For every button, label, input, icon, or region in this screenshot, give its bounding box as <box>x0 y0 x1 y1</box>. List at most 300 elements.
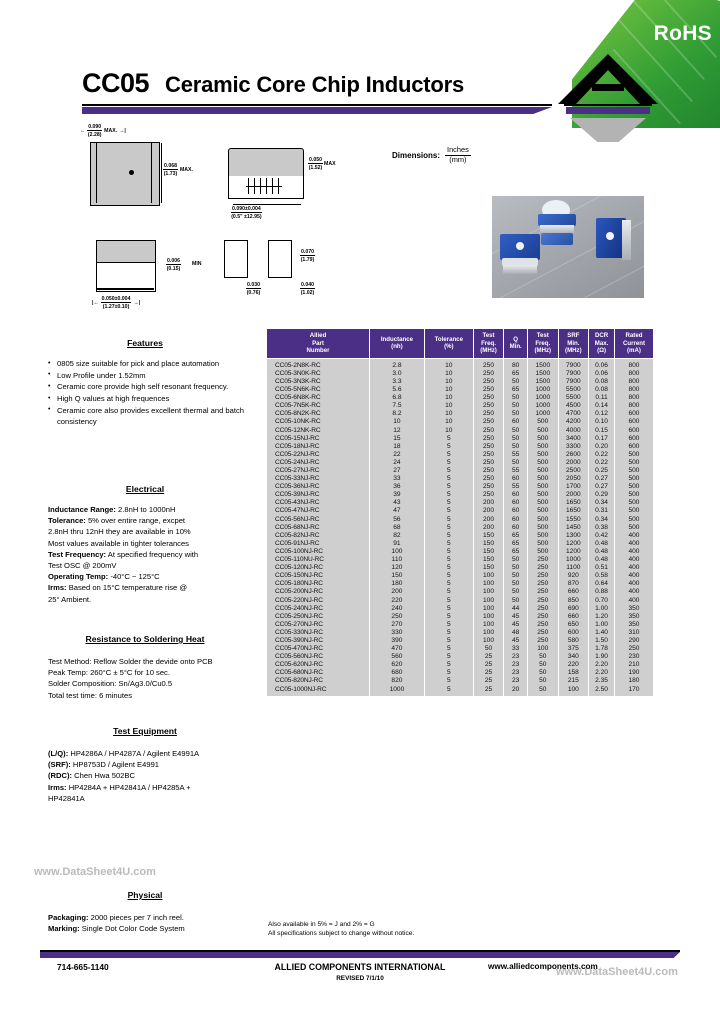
part-number-cell: CC05-100NJ-RC <box>267 547 370 555</box>
table-row <box>267 612 654 620</box>
table-cell: 23 <box>504 669 528 677</box>
table-cell: 500 <box>614 466 653 474</box>
spec-line <box>48 782 270 793</box>
drawing-top-view-termline-right <box>151 143 152 203</box>
table-cell: 400 <box>614 572 653 580</box>
dim-end-min-note: MIN <box>192 261 202 267</box>
table-cell: 10 <box>424 410 473 418</box>
table-row <box>267 523 654 531</box>
table-row <box>267 358 654 369</box>
table-cell: 10 <box>424 426 473 434</box>
feature-item: • Low Profile under 1.52mm <box>57 370 258 381</box>
table-cell: 200 <box>473 499 504 507</box>
table-cell: 250 <box>528 572 559 580</box>
table-row <box>267 547 654 555</box>
table-cell: 0.64 <box>589 580 615 588</box>
spec-line <box>48 571 264 582</box>
table-row <box>267 377 654 385</box>
table-cell: 500 <box>614 483 653 491</box>
dim-end-width: |← $\frac{0.050\pm 0.004}{(1.27\pm 0.10)}$ →| <box>92 296 141 310</box>
table-cell: 50 <box>504 580 528 588</box>
footer-website[interactable]: www.alliedcomponents.com <box>488 962 598 971</box>
table-cell: 3300 <box>558 442 589 450</box>
table-cell: 80 <box>504 358 528 369</box>
spec-value: HP4286A / HP4287A / Agilent E4991A <box>68 749 200 758</box>
table-row <box>267 450 654 458</box>
table-cell: 920 <box>558 572 589 580</box>
table-row <box>267 604 654 612</box>
table-cell: 250 <box>528 628 559 636</box>
table-cell: 5 <box>424 434 473 442</box>
table-cell: 600 <box>614 410 653 418</box>
table-row <box>267 475 654 483</box>
table-cell: 2000 <box>558 491 589 499</box>
part-number-cell: CC05-10NK-RC <box>267 418 370 426</box>
table-cell: 600 <box>558 628 589 636</box>
table-cell: 250 <box>528 596 559 604</box>
table-cell: 0.27 <box>589 483 615 491</box>
table-cell: 150 <box>473 531 504 539</box>
dim-top-width: ← $\frac{0.090}{(2.28)}$ MAX. →| <box>80 124 126 138</box>
table-cell: 400 <box>614 596 653 604</box>
table-row <box>267 418 654 426</box>
table-cell: 36 <box>370 483 425 491</box>
table-cell: 5 <box>424 442 473 450</box>
rohs-badge: RoHS <box>653 22 712 45</box>
table-row <box>267 386 654 394</box>
table-cell: 350 <box>614 612 653 620</box>
table-cell: 5 <box>424 475 473 483</box>
electrical-heading: Electrical <box>125 484 165 494</box>
table-cell: 1.20 <box>589 612 615 620</box>
table-cell: 220 <box>558 661 589 669</box>
footer-revision: REVISED 7/1/10 <box>336 975 384 982</box>
table-cell: 800 <box>614 377 653 385</box>
table-cell: 0.34 <box>589 515 615 523</box>
drawing-top-view-termline-left <box>96 143 97 203</box>
table-cell: 500 <box>528 491 559 499</box>
table-cell: 10 <box>424 394 473 402</box>
watermark-2: www.DataSheet4U.com <box>556 966 678 978</box>
table-cell: 1.78 <box>589 645 615 653</box>
table-cell: 250 <box>473 450 504 458</box>
table-cell: 50 <box>504 434 528 442</box>
table-cell: 0.11 <box>589 394 615 402</box>
table-cell: 1200 <box>558 547 589 555</box>
part-number-cell: CC05-150NJ-RC <box>267 572 370 580</box>
table-cell: 60 <box>504 491 528 499</box>
table-cell: 270 <box>370 620 425 628</box>
table-cell: 250 <box>528 580 559 588</box>
table-cell: 5 <box>424 458 473 466</box>
spec-label: Tolerance: <box>48 516 86 526</box>
table-cell: 1.40 <box>589 628 615 636</box>
table-cell: 7900 <box>558 369 589 377</box>
table-cell: 50 <box>528 653 559 661</box>
spec-value: Test OSC @ 200mV <box>48 561 117 571</box>
dim-side-width: $\frac{0.090\pm 0.004}{(0.5" \pm 12.95)}$ <box>231 206 262 220</box>
table-cell: 210 <box>614 661 653 669</box>
drawing-pad-right <box>268 240 292 278</box>
table-cell: 5 <box>424 507 473 515</box>
table-cell: 33 <box>504 645 528 653</box>
table-cell: 2.20 <box>589 669 615 677</box>
table-cell: 2000 <box>558 458 589 466</box>
part-number-cell: CC05-27NJ-RC <box>267 466 370 474</box>
table-cell: 50 <box>528 661 559 669</box>
table-row <box>267 539 654 547</box>
table-cell: 65 <box>504 547 528 555</box>
table-cell: 5 <box>424 515 473 523</box>
table-cell: 44 <box>504 604 528 612</box>
spec-value: HP8753D / Agilent E4991 <box>70 760 160 770</box>
dim-pad-height: $\frac{0.070}{(1.79)}$ <box>300 249 315 263</box>
table-cell: 60 <box>504 499 528 507</box>
table-row <box>267 515 654 523</box>
table-row <box>267 442 654 450</box>
table-cell: 0.08 <box>589 377 615 385</box>
spec-line <box>48 912 270 923</box>
table-cell: 100 <box>473 588 504 596</box>
table-cell: 5 <box>424 466 473 474</box>
table-row <box>267 531 654 539</box>
table-cell: 650 <box>558 620 589 628</box>
table-cell: 5 <box>424 636 473 644</box>
table-cell: 100 <box>473 636 504 644</box>
table-cell: 55 <box>504 450 528 458</box>
table-cell: 375 <box>558 645 589 653</box>
header-bar-left <box>82 107 552 114</box>
table-cell: 470 <box>370 645 425 653</box>
table-cell: 39 <box>370 491 425 499</box>
table-cell: 0.14 <box>589 402 615 410</box>
table-cell: 5 <box>424 499 473 507</box>
spec-line: Solder Composition: Sn/Ag3.0/Cu0.5 <box>48 679 173 689</box>
table-cell: 50 <box>528 685 559 696</box>
table-cell: 25 <box>473 677 504 685</box>
table-cell: 23 <box>504 677 528 685</box>
table-cell: 250 <box>528 555 559 563</box>
physical-heading: Physical <box>127 890 163 900</box>
table-cell: 23 <box>504 653 528 661</box>
dimensions-label: Dimensions: <box>392 150 441 160</box>
part-number-cell: CC05-240NJ-RC <box>267 604 370 612</box>
table-cell: 500 <box>528 418 559 426</box>
table-cell: 5 <box>424 604 473 612</box>
table-cell: 1500 <box>528 369 559 377</box>
spec-value: 2000 pieces per 7 inch reel. <box>88 913 184 922</box>
table-cell: 3.0 <box>370 369 425 377</box>
table-cell: 500 <box>614 491 653 499</box>
table-cell: 220 <box>370 596 425 604</box>
table-cell: 500 <box>528 434 559 442</box>
watermark-1: www.DataSheet4U.com <box>34 866 156 878</box>
spec-value: 25° Ambient. <box>48 594 92 604</box>
dim-top-height: $\frac{0.068}{(1.73)}$ MAX. <box>163 163 193 177</box>
spec-value: Based on 15°C temperature rise @ <box>66 583 188 593</box>
table-cell: 250 <box>528 564 559 572</box>
table-row <box>267 564 654 572</box>
part-number-cell: CC05-8N2K-RC <box>267 410 370 418</box>
product-title: Ceramic Core Chip Inductors <box>165 72 465 97</box>
table-cell: 250 <box>473 475 504 483</box>
table-cell: 1000 <box>528 402 559 410</box>
table-cell: 400 <box>614 539 653 547</box>
table-cell: 0.29 <box>589 491 615 499</box>
table-cell: 50 <box>504 588 528 596</box>
table-cell: 680 <box>370 669 425 677</box>
spec-line <box>48 748 270 759</box>
table-cell: 1.00 <box>589 620 615 628</box>
footer-bar <box>40 952 680 958</box>
table-row <box>267 410 654 418</box>
spec-label: Marking: <box>48 924 80 934</box>
unit-mm: (mm) <box>449 154 467 164</box>
table-cell: 600 <box>614 426 653 434</box>
spec-value: Single Dot Color Code System <box>79 924 185 934</box>
dim-arrow-vertical <box>161 143 162 203</box>
part-code: CC05 <box>82 68 150 98</box>
part-number-cell: CC05-39NJ-RC <box>267 491 370 499</box>
table-column-header: Test Freq. (MHz) <box>528 329 559 359</box>
table-cell: 4000 <box>558 426 589 434</box>
table-column-header: Allied Part Number <box>267 329 370 359</box>
table-cell: 250 <box>528 604 559 612</box>
table-cell: 100 <box>473 620 504 628</box>
table-cell: 22 <box>370 450 425 458</box>
table-cell: 65 <box>504 386 528 394</box>
table-cell: 5 <box>424 653 473 661</box>
table-row <box>267 394 654 402</box>
table-cell: 250 <box>473 466 504 474</box>
table-cell: 5 <box>424 531 473 539</box>
spec-value: 2.8nH to 1000nH <box>115 505 176 514</box>
test-equipment-body <box>48 748 270 804</box>
table-cell: 250 <box>528 620 559 628</box>
table-cell: 0.31 <box>589 507 615 515</box>
table-cell: 800 <box>614 402 653 410</box>
table-cell: 0.58 <box>589 572 615 580</box>
table-cell: 250 <box>614 645 653 653</box>
page-title <box>82 68 464 99</box>
table-cell: 1650 <box>558 507 589 515</box>
part-number-cell: CC05-110NU-RC <box>267 555 370 563</box>
table-cell: 50 <box>504 458 528 466</box>
table-cell: 45 <box>504 620 528 628</box>
table-cell: 1000 <box>370 685 425 696</box>
table-cell: 500 <box>528 466 559 474</box>
table-row <box>267 620 654 628</box>
table-cell: 350 <box>614 620 653 628</box>
table-cell: 560 <box>370 653 425 661</box>
drawing-pad-left <box>224 240 248 278</box>
table-cell: 12 <box>370 426 425 434</box>
table-cell: 250 <box>473 483 504 491</box>
inductor-chip-1 <box>500 234 540 278</box>
table-row <box>267 636 654 644</box>
table-cell: 10 <box>424 418 473 426</box>
part-number-cell: CC05-68NJ-RC <box>267 523 370 531</box>
table-cell: 0.17 <box>589 434 615 442</box>
table-cell: 0.08 <box>589 386 615 394</box>
spec-value: -40°C ~ 125°C <box>108 572 160 582</box>
table-cell: 10 <box>424 402 473 410</box>
table-cell: 250 <box>473 369 504 377</box>
spec-value: Most values available in tighter tolerances <box>48 538 189 548</box>
spec-line <box>48 793 270 804</box>
table-row <box>267 572 654 580</box>
table-cell: 50 <box>528 669 559 677</box>
table-cell: 500 <box>528 539 559 547</box>
spec-line: Test Method: Reflow Solder the devide onto PCB <box>48 657 213 666</box>
table-cell: 5 <box>424 564 473 572</box>
drawing-side-view-body <box>228 148 304 178</box>
electrical-body <box>48 504 264 605</box>
table-cell: 500 <box>614 458 653 466</box>
table-cell: 0.22 <box>589 450 615 458</box>
table-cell: 5 <box>424 450 473 458</box>
table-cell: 55 <box>504 466 528 474</box>
spec-line <box>48 515 264 526</box>
table-cell: 500 <box>528 450 559 458</box>
table-cell: 1550 <box>558 515 589 523</box>
part-number-cell: CC05-330NJ-RC <box>267 628 370 636</box>
table-row <box>267 402 654 410</box>
table-row <box>267 458 654 466</box>
table-cell: 100 <box>528 645 559 653</box>
soldering-body <box>48 656 270 701</box>
table-cell: 800 <box>614 386 653 394</box>
spec-line <box>48 594 264 605</box>
table-cell: 5 <box>424 677 473 685</box>
table-cell: 230 <box>614 653 653 661</box>
table-cell: 660 <box>558 588 589 596</box>
spec-line <box>48 526 264 537</box>
table-cell: 50 <box>504 555 528 563</box>
part-number-cell: CC05-82NJ-RC <box>267 531 370 539</box>
test-equipment-heading: Test Equipment <box>113 726 177 736</box>
table-cell: 0.34 <box>589 499 615 507</box>
table-row <box>267 645 654 653</box>
table-cell: 350 <box>614 604 653 612</box>
table-cell: 91 <box>370 539 425 547</box>
table-cell: 500 <box>614 523 653 531</box>
table-row <box>267 466 654 474</box>
table-cell: 5 <box>424 612 473 620</box>
spec-line <box>48 582 264 593</box>
table-cell: 5500 <box>558 386 589 394</box>
table-cell: 5 <box>424 628 473 636</box>
table-cell: 5 <box>424 547 473 555</box>
table-cell: 500 <box>528 515 559 523</box>
table-cell: 0.51 <box>589 564 615 572</box>
table-cell: 10 <box>424 358 473 369</box>
table-cell: 500 <box>528 523 559 531</box>
part-number-cell: CC05-680NJ-RC <box>267 669 370 677</box>
spec-line: Total test time: 6 minutes <box>48 690 132 700</box>
footer-phone: 714-665-1140 <box>57 962 109 972</box>
table-cell: 200 <box>473 523 504 531</box>
table-cell: 500 <box>614 450 653 458</box>
table-cell: 600 <box>614 418 653 426</box>
table-cell: 0.06 <box>589 369 615 377</box>
table-row <box>267 596 654 604</box>
table-cell: 50 <box>504 394 528 402</box>
table-cell: 820 <box>370 677 425 685</box>
spec-label: Operating Temp: <box>48 572 109 582</box>
table-cell: 5 <box>424 588 473 596</box>
table-cell: 5 <box>424 539 473 547</box>
table-row <box>267 483 654 491</box>
table-cell: 250 <box>473 377 504 385</box>
spec-line <box>48 923 270 934</box>
drawing-top-view <box>90 142 160 206</box>
table-row <box>267 426 654 434</box>
table-cell: 1000 <box>528 386 559 394</box>
table-cell: 100 <box>473 596 504 604</box>
table-cell: 850 <box>558 596 589 604</box>
spec-value: 5% over entire range, excpet <box>85 516 186 526</box>
table-cell: 400 <box>614 580 653 588</box>
spec-line <box>48 504 264 515</box>
part-number-cell: CC05-120NJ-RC <box>267 564 370 572</box>
table-cell: 60 <box>504 418 528 426</box>
part-number-cell: CC05-22NJ-RC <box>267 450 370 458</box>
spec-label: Test Frequency: <box>48 549 107 559</box>
table-cell: 50 <box>504 442 528 450</box>
dim-side-height: $\frac{0.050}{(1.52)}$ <box>308 157 323 171</box>
part-number-cell: CC05-36NJ-RC <box>267 483 370 491</box>
table-cell: 0.42 <box>589 531 615 539</box>
table-cell: 2.50 <box>589 685 615 696</box>
part-number-cell: CC05-2N8K-RC <box>267 358 370 369</box>
unit-inches: Inches <box>447 145 469 154</box>
table-cell: 180 <box>370 580 425 588</box>
table-cell: 240 <box>370 604 425 612</box>
table-cell: 250 <box>473 402 504 410</box>
table-cell: 158 <box>558 669 589 677</box>
table-cell: 0.10 <box>589 418 615 426</box>
table-row <box>267 628 654 636</box>
table-cell: 200 <box>473 507 504 515</box>
table-cell: 50 <box>504 596 528 604</box>
table-cell: 690 <box>558 604 589 612</box>
table-cell: 8.2 <box>370 410 425 418</box>
spec-value: At specified frequency with <box>106 549 199 559</box>
table-cell: 500 <box>614 507 653 515</box>
table-cell: 110 <box>370 555 425 563</box>
header-bar-right <box>566 107 650 114</box>
table-cell: 250 <box>473 410 504 418</box>
physical-body <box>48 912 270 934</box>
table-row <box>267 661 654 669</box>
table-cell: 65 <box>504 369 528 377</box>
table-row <box>267 580 654 588</box>
dim-side-height-note: MAX <box>324 161 336 167</box>
part-number-cell: CC05-12NK-RC <box>267 426 370 434</box>
table-cell: 1450 <box>558 523 589 531</box>
spec-value: HP42841A <box>48 793 85 803</box>
spec-value: 2.8nH thru 12nH they are available in 10% <box>48 527 191 537</box>
table-cell: 1000 <box>558 555 589 563</box>
inductor-chip-3 <box>592 218 632 270</box>
table-cell: 0.20 <box>589 442 615 450</box>
table-column-header: Rated Current (mA) <box>614 329 653 359</box>
table-cell: 400 <box>614 555 653 563</box>
table-cell: 47 <box>370 507 425 515</box>
table-cell: 60 <box>504 523 528 531</box>
table-column-header: Q Min. <box>504 329 528 359</box>
